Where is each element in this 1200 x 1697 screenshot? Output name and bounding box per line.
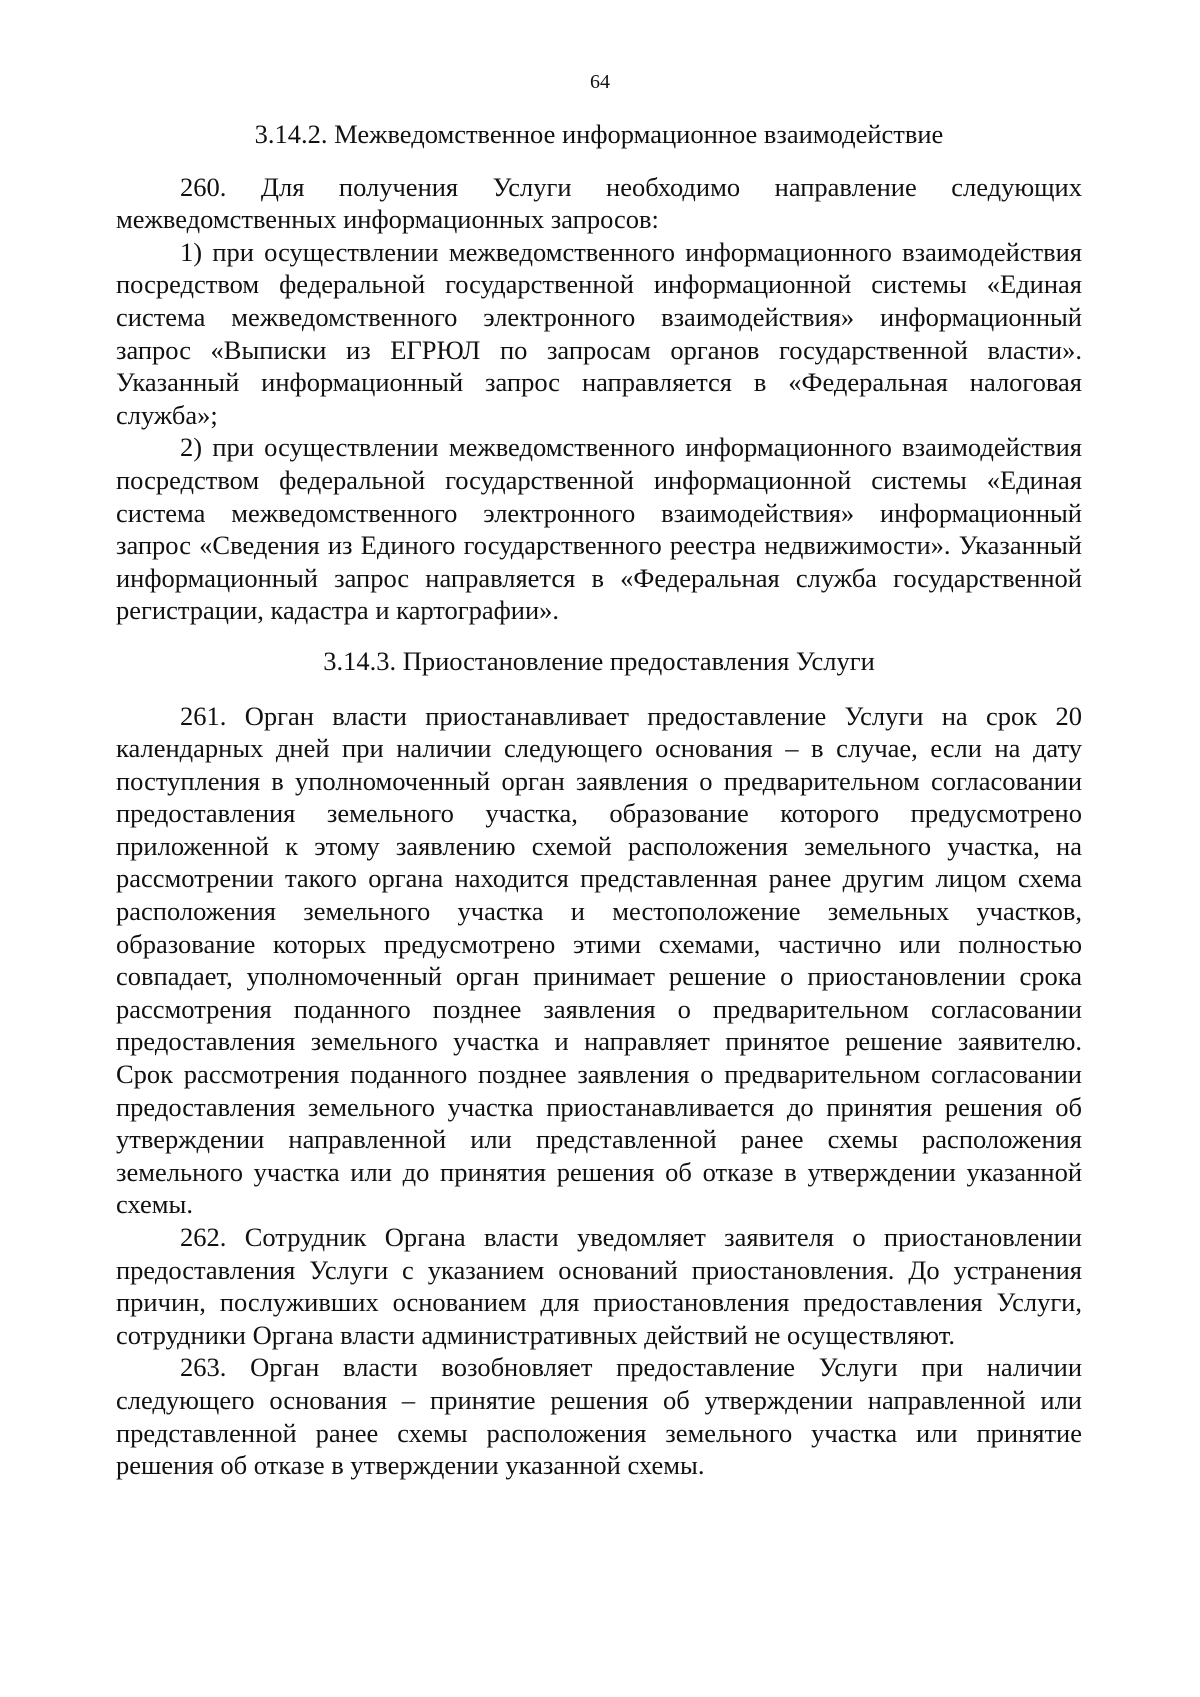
paragraph: 260. Для получения Услуги необходимо направление следующих межведомственных информационных запросов: xyxy=(116,171,1082,235)
list-item-paragraph: 1) при осуществлении межведомственного информационного взаимодействия посредством федеральной государственной информационной системы «Единая система межведомственного электронного взаимодействия» информационный запрос «Выписки из ЕГРЮЛ по запросам органов государственной власти». Указанный информационный запрос направляется в «Федеральная налоговая служба»; xyxy=(116,236,1082,430)
section-heading: 3.14.3. Приостановление предоставления Услуги xyxy=(323,645,875,676)
paragraph: 261. Орган власти приостанавливает предоставление Услуги на срок 20 календарных дней при наличии следующего основания – в случае, если на дату поступления в уполномоченный орган заявления о предварительном согласовании предоставления земельного участка, образование которого предусмотрено приложенной к этому заявлению схемой расположения земельного участка, на рассмотрении такого органа находится представленная ранее другим лицом схема расположения земельного участка и местоположение земельных участков, образование которых предусмотрено этими схемами, частично или полностью совпадает, уполномоченный орган принимает решение о приостановлении срока рассмотрения поданного позднее заявления о предварительном согласовании предоставления земельного участка и направляет принятое решение заявителю. Срок рассмотрения поданного позднее заявления о предварительном согласовании предоставления земельного участка приостанавливается до принятия решения об утверждении направленной или представленной ранее схемы расположения земельного участка или до принятия решения об отказе в утверждении указанной схемы. xyxy=(116,700,1082,1220)
paragraph: 262. Сотрудник Органа власти уведомляет заявителя о приостановлении предоставления Услуги с указанием оснований приостановления. До устранения причин, послуживших основанием для приостановления предоставления Услуги, сотрудники Органа власти административных действий не осуществляют. xyxy=(116,1222,1082,1350)
page-number: 64 xyxy=(590,71,610,93)
document-body xyxy=(116,118,1082,1482)
section-heading: 3.14.2. Межведомственное информационное взаимодействие xyxy=(254,119,944,149)
list-item-paragraph: 2) при осуществлении межведомственного информационного взаимодействия посредством федеральной государственной информационной системы «Единая система межведомственного электронного взаимодействия» информационный запрос «Сведения из Единого государственного реестра недвижимости». Указанный информационный запрос направляется в «Федеральная служба государственной регистрации, кадастра и картографии». xyxy=(116,432,1082,626)
paragraph: 263. Орган власти возобновляет предоставление Услуги при наличии следующего основания – принятие решения об утверждении направленной или представленной ранее схемы расположения земельного участка или принятие решения об отказе в утверждении указанной схемы. xyxy=(116,1352,1082,1481)
